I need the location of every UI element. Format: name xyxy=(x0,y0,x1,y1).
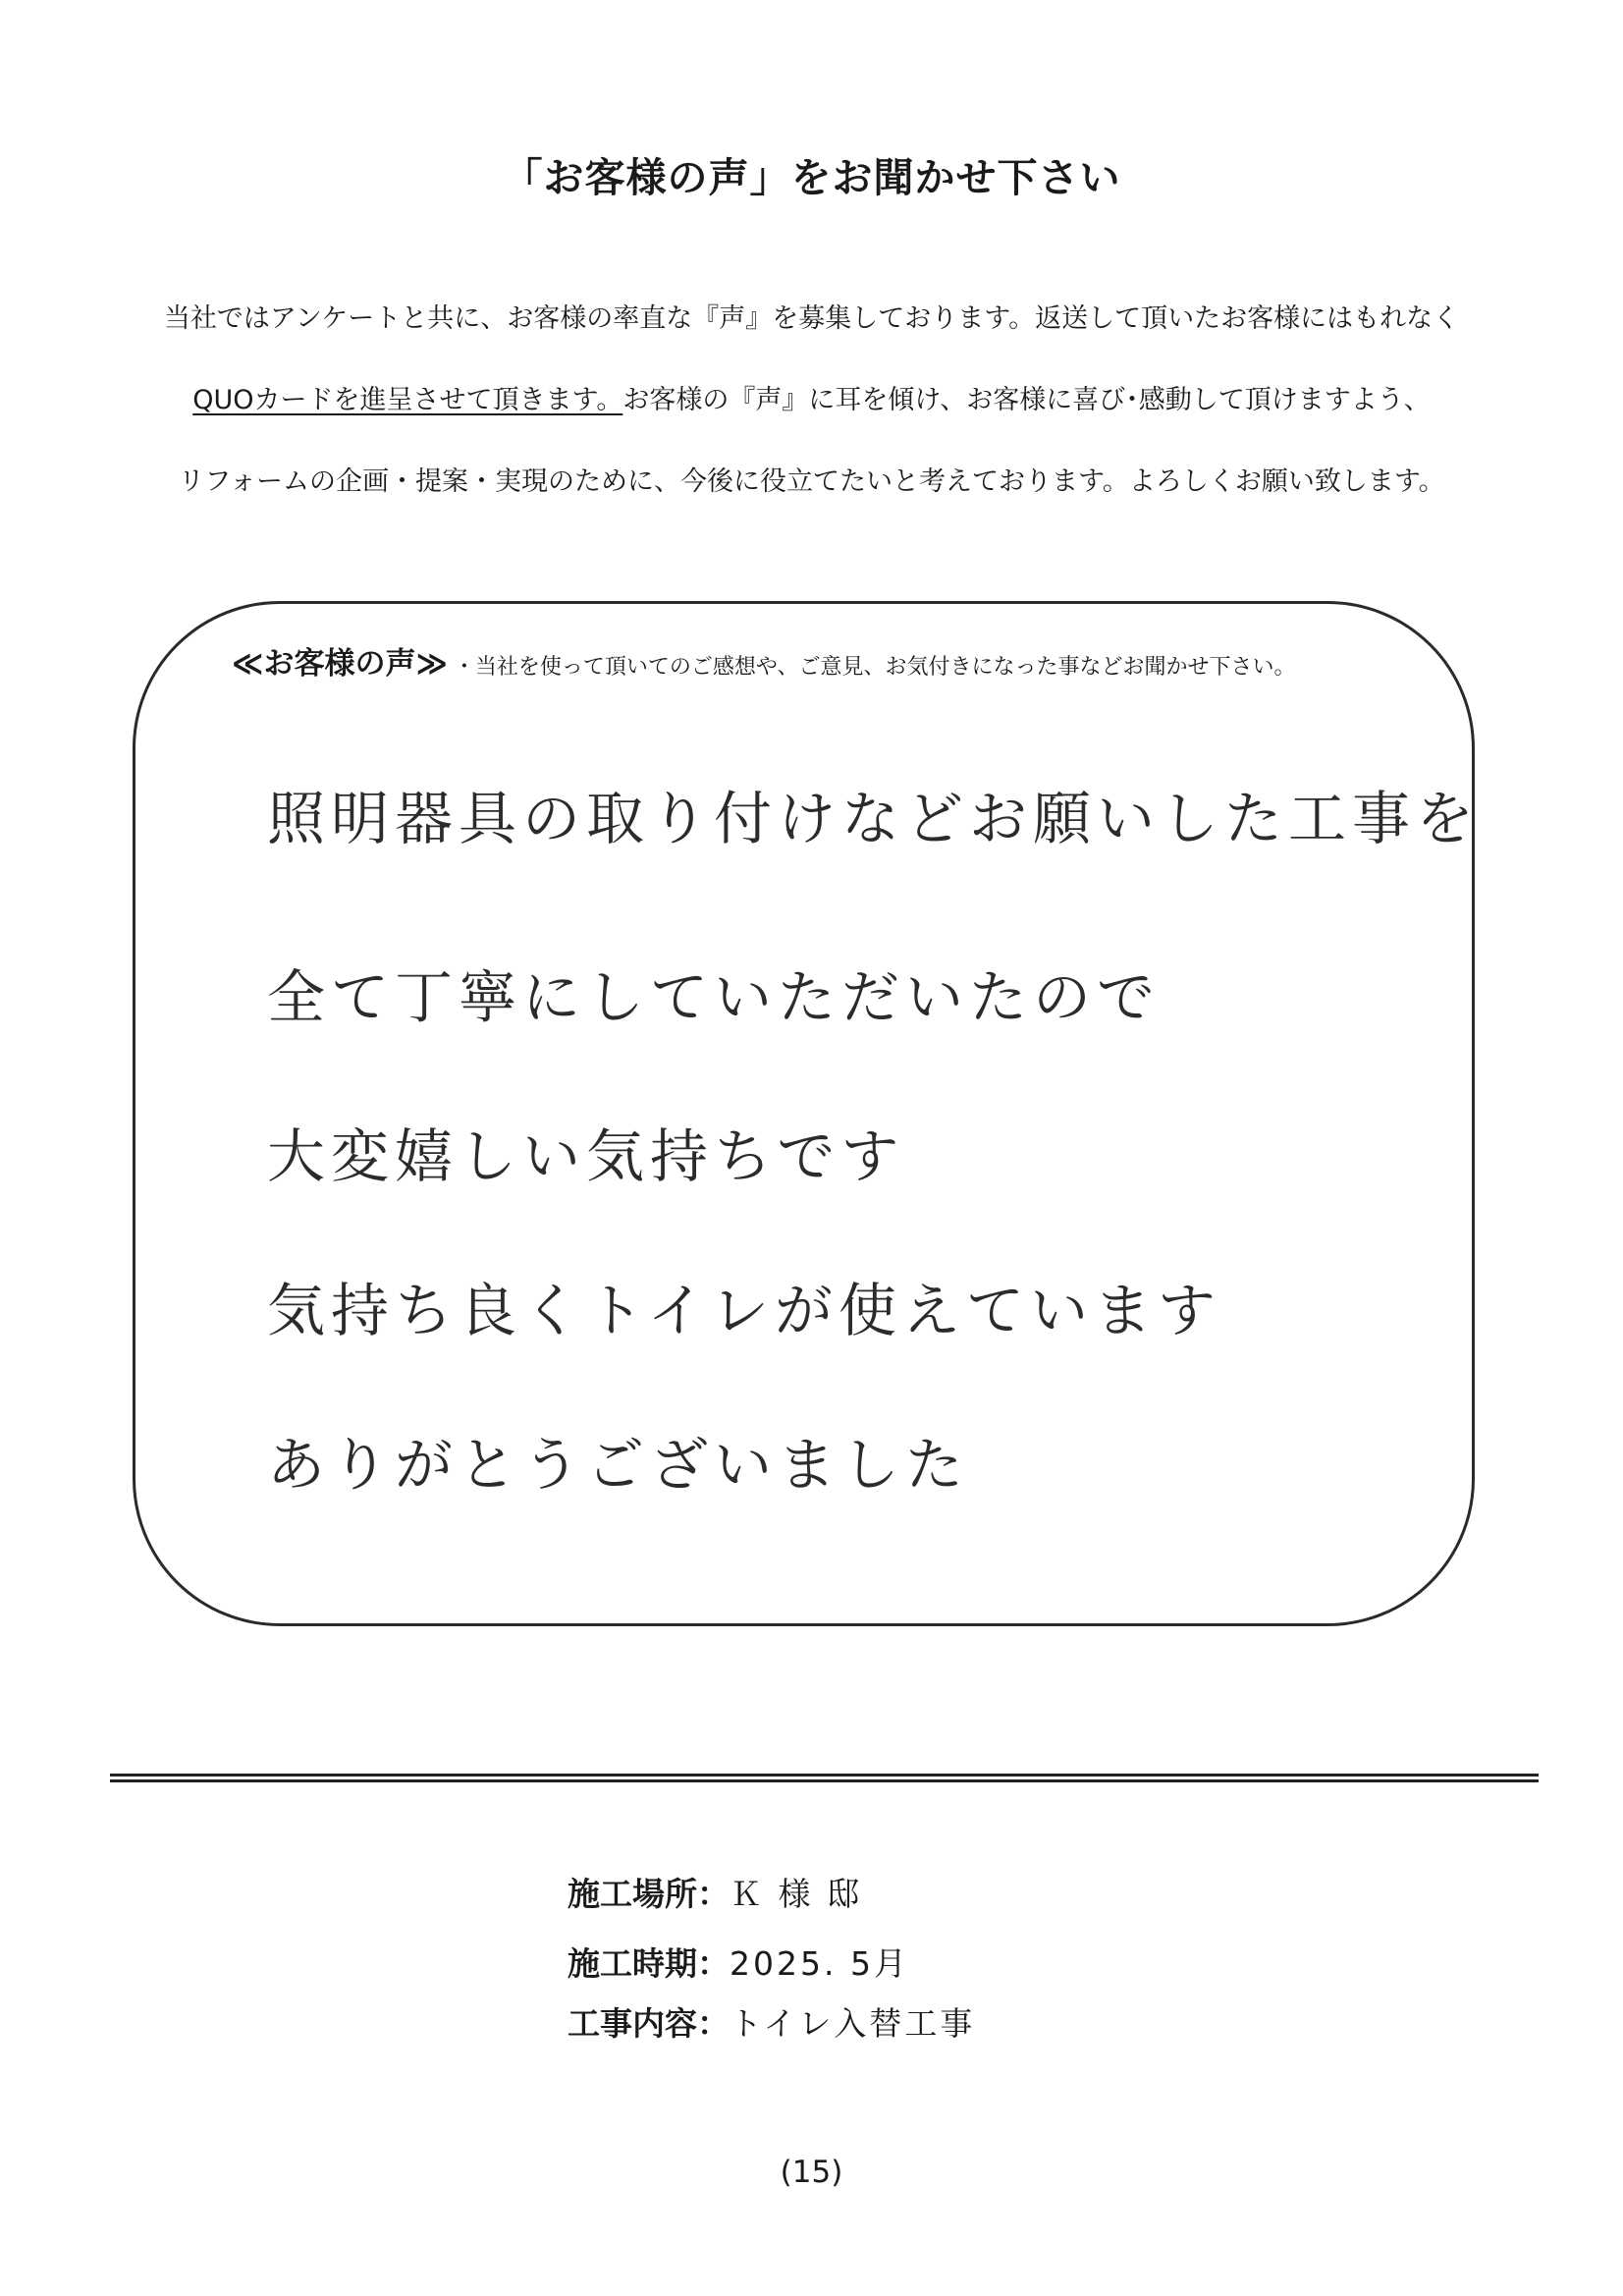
info-label-period: 施工時期： xyxy=(568,1944,730,1983)
intro-line-1: 当社ではアンケートと共に、お客様の率直な『声』を募集しております。返送して頂いたお客様にはもれなく xyxy=(163,303,1460,334)
page-number: (15) xyxy=(780,2155,843,2190)
info-label-work: 工事内容： xyxy=(568,2004,730,2043)
handwritten-line-2: 全て丁寧にしていただいたので xyxy=(267,963,1162,1031)
section-divider xyxy=(110,1774,1539,1782)
info-row-period xyxy=(568,1939,909,1985)
voice-box-header xyxy=(232,638,1295,683)
handwritten-line-3: 大変嬉しい気持ちです xyxy=(267,1122,905,1190)
handwritten-line-5: ありがとうございました xyxy=(267,1431,970,1499)
info-value-location: Ｋ 様 邸 xyxy=(730,1875,862,1913)
voice-box-prompt: ・当社を使って頂いてのご感想や、ご意見、お気付きになった事などお聞かせ下さい。 xyxy=(453,655,1296,680)
handwritten-line-1: 照明器具の取り付けなどお願いした工事を xyxy=(267,785,1481,852)
info-row-location xyxy=(568,1869,862,1915)
info-label-location: 施工場所： xyxy=(568,1875,730,1913)
info-value-work: トイレ入替工事 xyxy=(730,2004,976,2043)
intro-line-2 xyxy=(0,378,1623,416)
intro-line-2-rest: お客様の『声』に耳を傾け、お客様に喜び･感動して頂けますよう、 xyxy=(622,385,1431,415)
quo-card-note: QUOカードを進呈させて頂きます。 xyxy=(192,385,623,415)
handwritten-line-4: 気持ち良くトイレが使えています xyxy=(267,1277,1222,1344)
intro-line-3: リフォームの企画・提案・実現のために、今後に役立てたいと考えております。よろしくお願い致します。 xyxy=(178,466,1445,497)
info-value-period: 2025. 5月 xyxy=(730,1944,909,1983)
page-title: 「お客様の声」をお聞かせ下さい xyxy=(502,154,1121,201)
info-row-work xyxy=(568,1998,975,2045)
voice-box-label: ≪お客様の声≫ xyxy=(232,646,448,682)
